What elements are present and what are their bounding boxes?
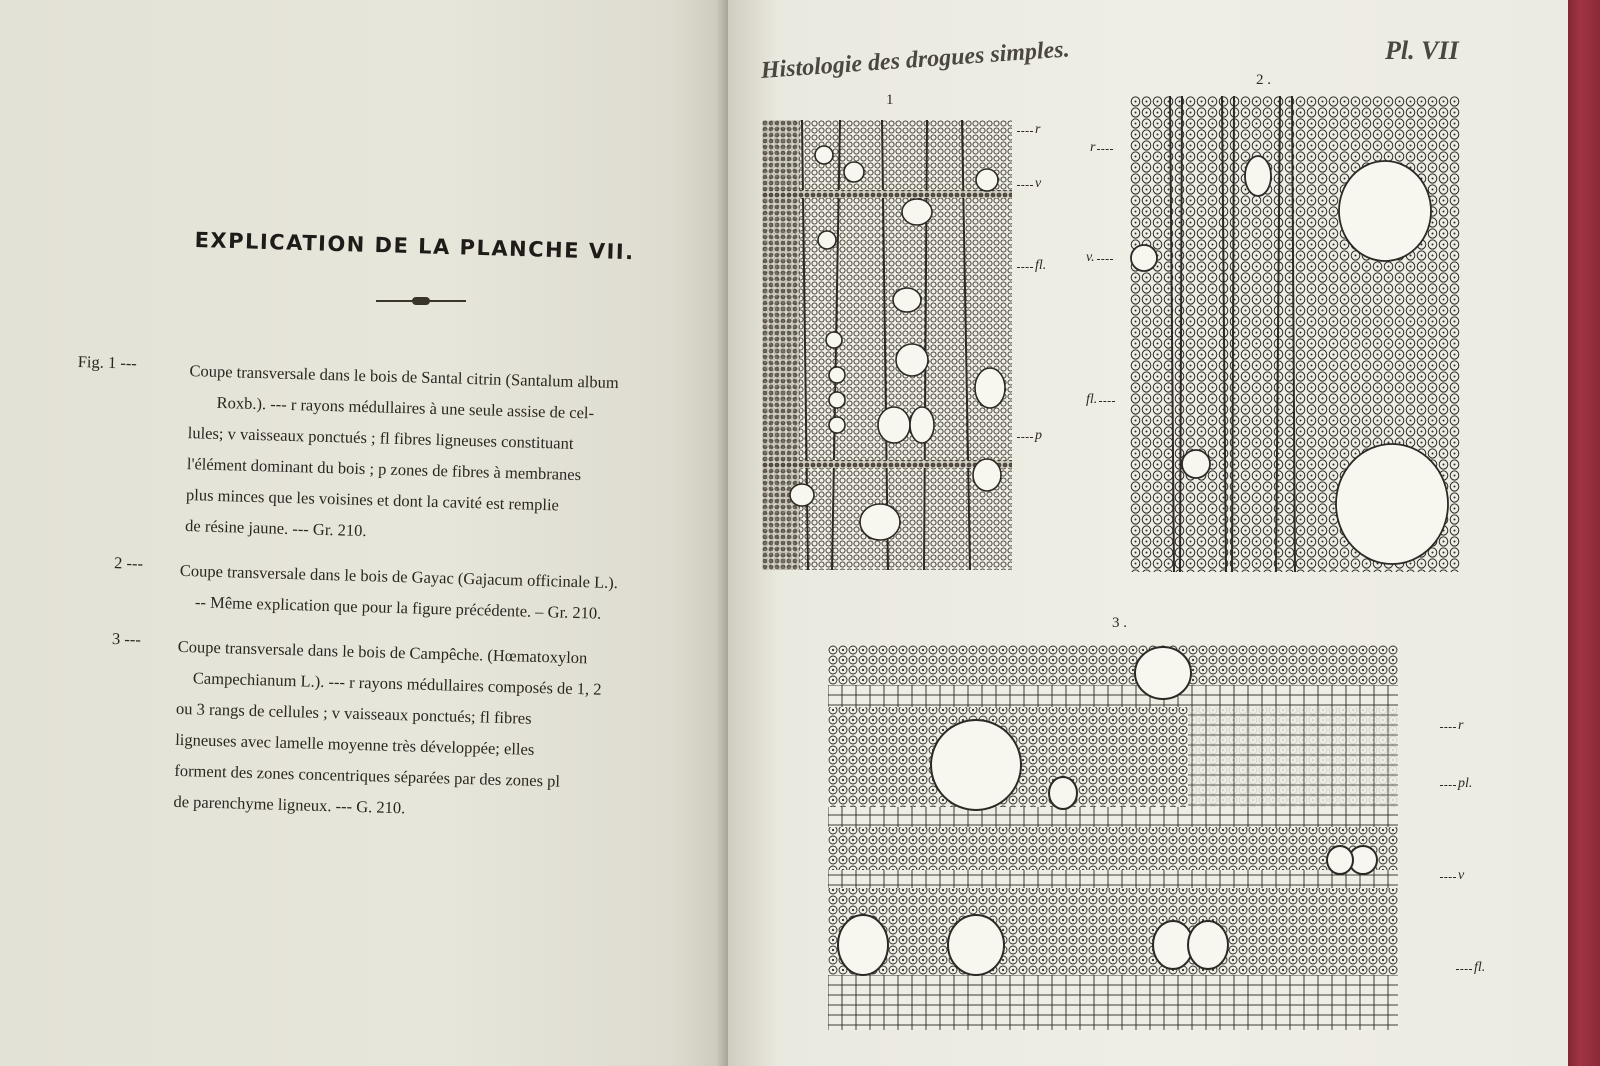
annotation-pl: pl. [1458, 776, 1473, 791]
figure-1-label: 1 [886, 92, 894, 108]
figure-explanations [65, 352, 728, 846]
annotation-r: r [1090, 140, 1096, 155]
annotation-v: v [1035, 176, 1042, 191]
text-line: -- Même explication que pour la figure précédente. – Gr. 210. [194, 592, 602, 623]
figure-number: Fig. 1 --- [77, 352, 138, 373]
figure-lines [71, 552, 722, 632]
figure-1-drawing [762, 120, 1012, 570]
text-line: l'élément dominant du bois ; p zones de fibres à membranes [186, 454, 582, 485]
annotation-v: v [1458, 868, 1465, 883]
text-line: plus minces que les voisines et dont la cavité est remplie [185, 485, 560, 515]
figure-number: 3 --- [111, 629, 142, 649]
figure-2-label: 2 . [1256, 72, 1271, 88]
annotation-fl: fl. [1035, 258, 1047, 273]
plate-heading: EXPLICATION DE LA PLANCHE VII. [194, 228, 636, 265]
figure-2-drawing [1130, 96, 1460, 572]
book-binding [1566, 0, 1600, 1066]
text-line: Coupe transversale dans le bois de Santal citrin (Santalum album [189, 361, 619, 393]
annotation-r: r [1035, 122, 1041, 137]
figure-1-explanation [73, 352, 728, 556]
plate-number: Pl. VII [1385, 36, 1459, 65]
figure-number: 2 --- [113, 553, 144, 573]
annotation-p: p [1035, 428, 1042, 443]
text-line: lules; v vaisseaux ponctués ; fl fibres ligneuses constituant [187, 423, 574, 453]
text-line: forment des zones concentriques séparées par des zones pl [174, 760, 561, 791]
text-line: Coupe transversale dans le bois de Campêche. (Hœmatoxylon [177, 636, 588, 668]
figure-3-label: 3 . [1112, 615, 1127, 631]
text-line: Campechianum L.). --- r rayons médullaires composés de 1, 2 [192, 668, 602, 699]
figure-lines [65, 628, 720, 832]
figure-3-drawing [828, 645, 1398, 1030]
text-line: Coupe transversale dans le bois de Gayac (Gajacum officinale L.). [179, 560, 619, 593]
text-line: ligneuses avec lamelle moyenne très développée; elles [174, 729, 535, 759]
annotation-fl: fl. [1474, 960, 1486, 975]
text-line: Roxb.). --- r rayons médullaires à une seule assise de cel- [216, 392, 595, 423]
figure-2-explanation [71, 552, 722, 632]
text-line: ou 3 rangs de cellules ; v vaisseaux ponctués; fl fibres [175, 698, 532, 728]
annotation-r: r [1458, 718, 1464, 733]
ornament-rule [376, 300, 466, 302]
annotation-v: v. [1086, 250, 1095, 265]
annotation-fl: fl. [1086, 392, 1098, 407]
running-title: Histologie des drogues simples. [760, 36, 1071, 84]
text-line: de résine jaune. --- Gr. 210. [184, 516, 367, 541]
text-line: de parenchyme ligneux. --- G. 210. [173, 791, 406, 818]
figure-lines [73, 352, 728, 556]
figure-3-explanation [65, 628, 720, 832]
